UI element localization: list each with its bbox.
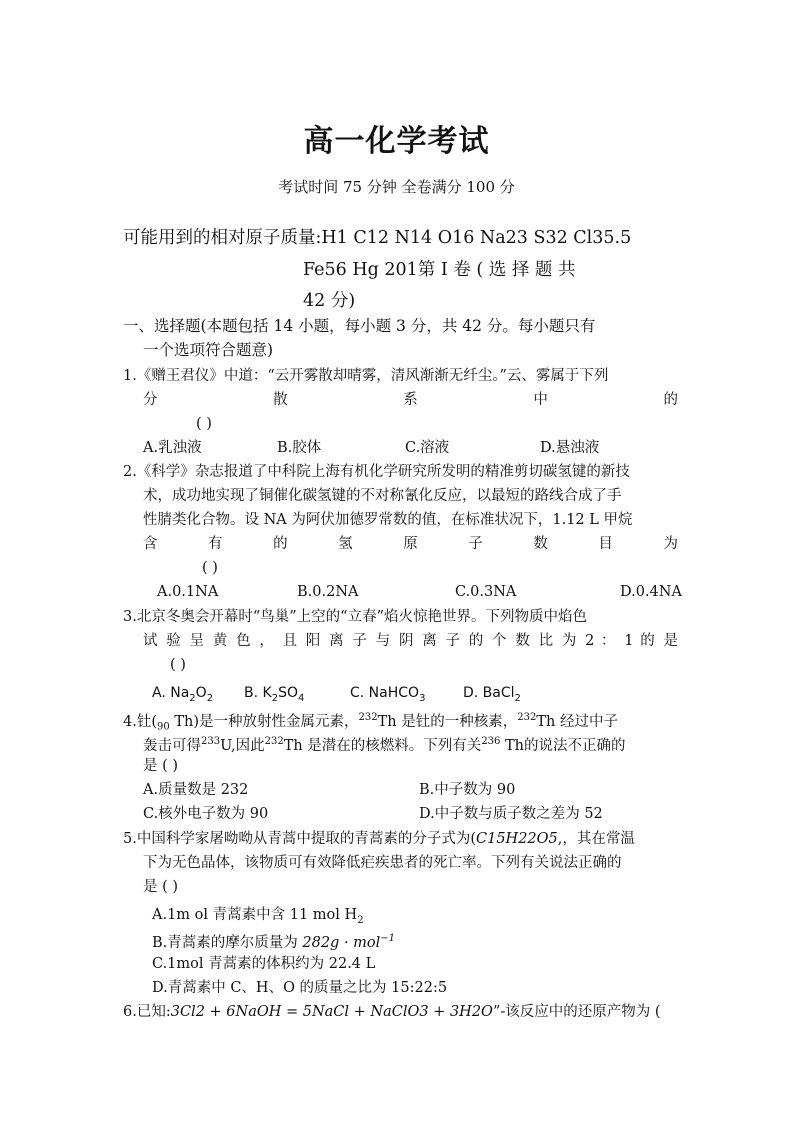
q2-stem-line-3: 性腈类化合物。设 NA 为阿伏加德罗常数的值，在标准状况下，1.12 L 甲烷 (143, 512, 633, 528)
q2-stem-line-4: 含 有 的 氢 原 子 数 目 为 (143, 536, 678, 552)
q1-option-a: A.乳浊液 (143, 440, 202, 456)
section-heading-line-2: 一个选项符合题意) (143, 341, 274, 359)
q1-answer-blank: ( ) (196, 416, 212, 432)
q3-answer-blank: ( ) (170, 657, 186, 673)
q2-option-d: D.0.4NA (620, 584, 682, 600)
q3-option-d: D. BaCl$_2$ (463, 685, 521, 704)
q5-option-b: B.青蒿素的摩尔质量为 282g · mol$^{-1}$ (152, 933, 396, 951)
exam-info: 考试时间 75 分钟 全卷满分 100 分 (278, 178, 515, 196)
atomic-mass-line-2: Fe56 Hg 201第 Ⅰ 卷 ( 选 择 题 共 (303, 260, 576, 280)
q5-option-a: A.1m ol 青蒿素中含 11 mol $H_2$ (152, 907, 364, 926)
q6-equation: 3Cl2 + 6NaOH = 5NaCl + NaClO3 + 3H2O (170, 1004, 493, 1020)
q5-formula: C15H22O5 (476, 831, 558, 847)
q4-option-b: B.中子数为 90 (419, 782, 516, 798)
atomic-mass-line-3: 42 分) (303, 291, 356, 311)
q4-option-c: C.核外电子数为 90 (143, 806, 269, 822)
q4-answer-blank: 是 ( ) (143, 758, 179, 774)
q1-option-d: D.悬浊液 (540, 440, 600, 456)
q1-stem-line-2: 分 散 系 中 的 (143, 392, 678, 408)
q6-stem-line-1: 6.已知:3Cl2 + 6NaOH = 5NaCl + NaClO3 + 3H2O”-该反应中的还原产物为 ( (123, 1004, 661, 1020)
page-title: 高一化学考试 (303, 124, 490, 159)
q2-option-b: B.0.2NA (297, 584, 359, 600)
q5-stem-line-2: 下为无色晶体，该物质可有效降低疟疾患者的死亡率。下列有关说法正确的 (143, 855, 622, 871)
q5-option-c: C.1mol 青蒿素的体积约为 22.4 L (152, 956, 376, 972)
q2-stem-line-1: 2.《科学》杂志报道了中科院上海有机化学研究所发明的精准剪切碳氢键的新技 (123, 464, 630, 480)
q2-answer-blank: ( ) (202, 560, 218, 576)
q4-stem-line-2: 轰击可得$^{233}$U,因此$^{232}$Th 是潜在的核燃料。下列有关$^{236}$ Th的说法不正确的 (143, 736, 626, 754)
q2-option-a: A.0.1NA (157, 584, 219, 600)
q4-option-a: A.质量数是 232 (143, 782, 249, 798)
q5-option-d: D.青蒿素中 C、H、O 的质量之比为 15:22:5 (152, 980, 448, 996)
q3-option-b: B. $K_2SO_4$ (244, 685, 305, 704)
q3-stem-line-2: 试 验 呈 黄 色 ， 且 阳 离 子 与 阴 离 子 的 个 数 比 为 2 ： 1 的 是 (143, 633, 678, 649)
q2-option-c: C.0.3NA (455, 584, 517, 600)
section-heading-line-1: 一、选择题(本题包括 14 小题，每小题 3 分，共 42 分。每小题只有 (123, 317, 596, 335)
q1-option-c: C.溶液 (405, 440, 450, 456)
q3-option-a: A. $Na_2O_2$ (152, 685, 214, 704)
q5-answer-blank: 是 ( ) (143, 879, 179, 895)
q5-stem-line-1: 5.中国科学家屠呦呦从青蒿中提取的青蒿素的分子式为(C15H22O5,，其在常温 (123, 831, 635, 847)
atomic-mass-line-1: 可能用到的相对原子质量:H1 C12 N14 O16 Na23 S32 Cl35.5 (123, 228, 632, 248)
q1-option-b: B.胶体 (277, 440, 322, 456)
q2-stem-line-2: 术，成功地实现了铜催化碳氢键的不对称氰化反应，以最短的路线合成了手 (143, 488, 622, 504)
q3-stem-line-1: 3.北京冬奥会开幕时“鸟巢”上空的“立春”焰火惊艳世界。下列物质中焰色 (123, 609, 587, 625)
q3-option-c: C. NaHCO$_3$ (350, 685, 426, 704)
q4-stem-line-1: 4.钍($_{90}$ Th)是一种放射性金属元素，$^{232}$Th 是钍的一种核素，$^{232}$Th 经过中子 (123, 712, 618, 733)
q4-option-d: D.中子数与质子数之差为 52 (419, 806, 603, 822)
q1-stem-line-1: 1.《赠王君仪》中道：“云开雾散却晴雾，清风渐渐无纤尘。”云、雾属于下列 (123, 368, 609, 384)
